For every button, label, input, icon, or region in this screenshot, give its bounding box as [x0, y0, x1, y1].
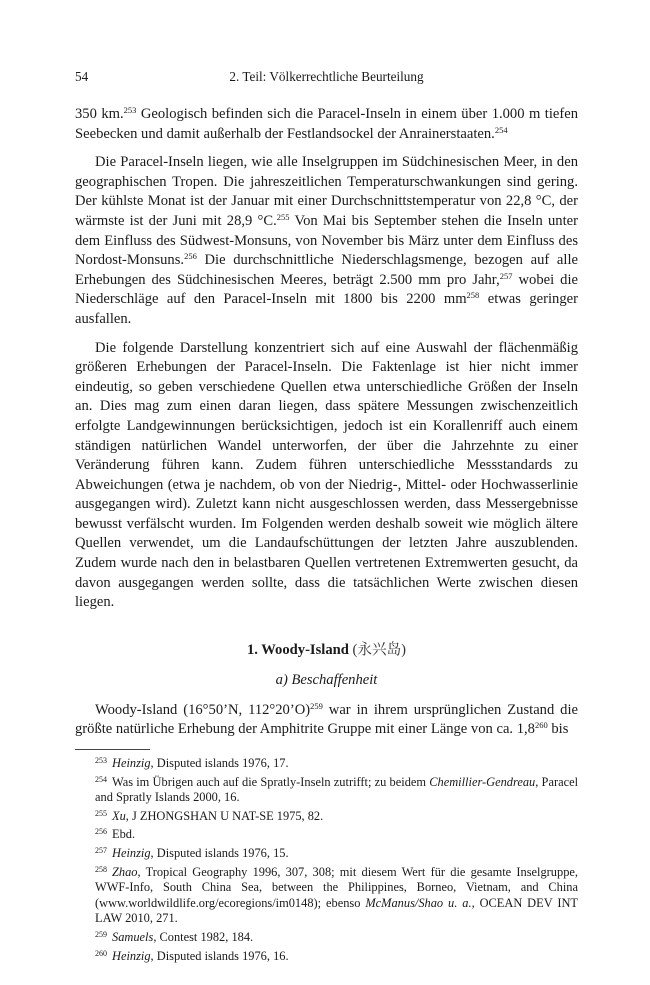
paragraph-4: Woody-Island (16°50’N, 112°20’O)$^{259}$ war in ihrem ursprünglichen Zustand die größte natürliche Erhebung der Amphitrite Gruppe mit einer Länge von ca. $1,8^{260}$ bis	[75, 700, 579, 738]
footnote: $^{260}$ Heinzig, Disputed islands 1976, 16.	[95, 948, 289, 963]
footnote-divider	[75, 749, 150, 750]
page-header	[75, 69, 578, 85]
footnote: $^{253}$ Heinzig, Disputed islands 1976, 17.	[95, 756, 289, 771]
footnote-ref[interactable]: 256	[184, 251, 197, 262]
footnote: $^{257}$ Heinzig, Disputed islands 1976, 15.	[95, 846, 289, 860]
subsection-heading: a) Beschaffenheit	[275, 671, 378, 688]
footnote-ref[interactable]: 259	[310, 700, 323, 711]
running-title: 2. Teil: Völkerrechtliche Beurteilung	[229, 69, 424, 84]
main-text	[75, 105, 578, 967]
footnote: $^{255}$ Xu, J ZHONGSHAN U NAT-SE 1975, 82.	[95, 808, 324, 823]
page-number: 54	[75, 69, 89, 84]
section-heading-cjk: (永兴岛)	[352, 641, 407, 658]
footnote: $^{254}$ Was im Übrigen auch auf die Spratly-Inseln zutrifft; zu beidem Chemillier-Gendreau, Paracel and Spratly Islands 2000, 16.	[95, 774, 579, 805]
paragraph-2: Die Paracel-Inseln liegen, wie alle Inselgruppen im Südchinesischen Meer, in den geographischen Tropen. Die jahreszeitlichen Temperaturschwankungen sind gering. Der kühlste Monat ist der Januar mit einer Durchschnittstemperatur von 22,8 °C, der wärmste ist der Juni mit 28,9 °C.$^{255}$ Von Mai bis September stehen die Inseln unter dem Einfluss des Südwest-Monsuns, von November bis März unter dem Einfluss des Nordost-Monsuns.$^{256}$ Die durchschnittliche Niederschlagsmenge, bezogen auf alle Erhebungen des Südchinesischen Meeres, beträgt 2.500 mm pro Jahr,$^{257}$ wobei die Niederschläge auf den Paracel-Inseln mit 1800 bis 2200 $mm^{258}$ etwas geringer ausfallen.	[75, 154, 578, 327]
footnote-ref[interactable]: 258	[466, 290, 480, 301]
footnote-ref[interactable]: 253	[123, 105, 137, 115]
footnote-ref[interactable]: 257	[499, 270, 513, 281]
footnote-ref[interactable]: 254	[494, 124, 508, 135]
footnote-ref[interactable]: 255	[276, 211, 290, 222]
footnote: $^{256}$ Ebd.	[95, 827, 136, 842]
footnotes	[75, 756, 578, 964]
footnote: $^{258}$ Zhao, Tropical Geography 1996, 307, 308; mit diesem Wert für die gesamte Inselgruppe, WWF-Info, South China Sea, between the Philippines, Borneo, Vietnam, and China (www.worldwildlife.org/ecoregions/im0148); ebenso McManus/Shao u. a., OCEAN DEV INT LAW 2010, 271.	[95, 864, 578, 926]
section-heading: 1. Woody-Island (永兴岛)	[246, 641, 407, 658]
footnote-ref[interactable]: 260	[534, 720, 548, 731]
paragraph-1: 350 km.$^{253}$ Geologisch befinden sich die Paracel-Inseln in einem über 1.000 m tiefen Seebecken und damit außerhalb der Festlandsockel der Anrainerstaaten.$^{254}$	[75, 105, 578, 142]
paragraph-3: Die folgende Darstellung konzentriert sich auf eine Auswahl der flächenmäßig größeren Erhebungen der Paracel-Inseln. Die Faktenlage ist hier nicht immer eindeutig, so geben verschiedene Quellen etwa unterschiedliche Größen der Inseln an. Dies mag zum einen daran liegen, dass spätere Messungen zwischenzeitlich erfolgte Landgewinnungen berücksichtigen, jedoch ist ein Korallenriff auch einem ständigen natürlichen Wandel unterworfen, der über die Jahrzehnte zu einer Veränderung führen kann. Zudem führen unterschiedliche Messstandards zu Abweichungen (etwa je nachdem, ob von der Niedrig-, Mittel- oder Hochwasserlinie ausgegangen wird). Zuletzt kann nicht ausgeschlossen werden, dass Messergebnisse bewusst verfälscht wurden. Im Folgenden werden deshalb soweit wie möglich ältere Quellen verwendet, um die Landaufschüttungen der letzten Jahre auszublenden. Zudem wurde nach den in belastbaren Quellen vertretenen Extremwerten gesucht, da davon ausgegangen werden sollte, dass die tatsächlichen Werte zwischen diesen liegen.	[75, 339, 578, 611]
footnote: $^{259}$ Samuels, Contest 1982, 184.	[95, 929, 254, 944]
